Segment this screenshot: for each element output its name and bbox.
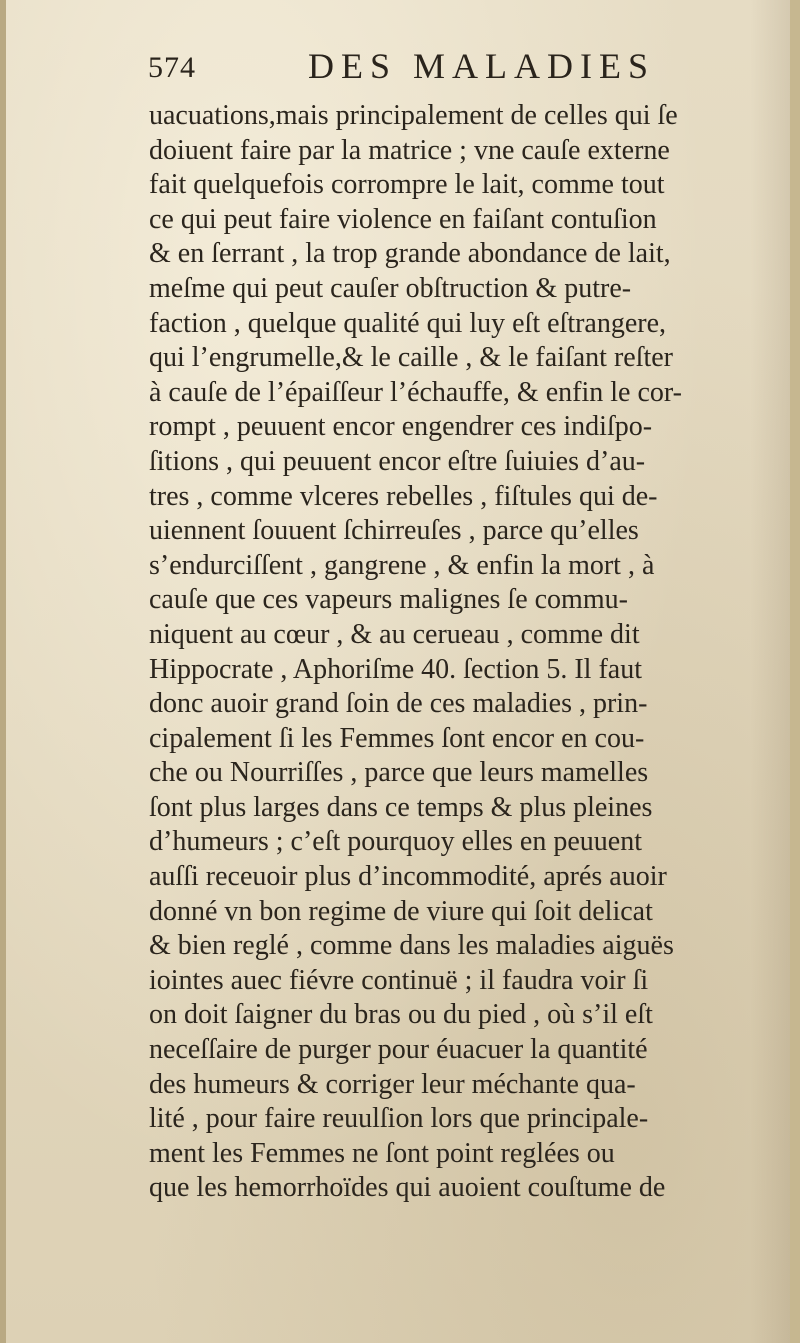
text-line: donc auoir grand ſoin de ces maladies , prin- (149, 688, 648, 720)
text-line: fait quelquefois corrompre le lait, comme tout (149, 169, 665, 201)
text-line: & en ſerrant , la trop grande abondance de lait, (149, 238, 671, 270)
running-title: DES MALADIES (308, 46, 656, 86)
text-line: auſſi receuoir plus d’incommodité, aprés auoir (149, 861, 667, 893)
body-text (149, 99, 774, 1206)
text-line: doiuent faire par la matrice ; vne cauſe externe (149, 134, 670, 166)
text-line: on doit ſaigner du bras ou du pied , où s’il eſt (149, 999, 653, 1031)
text-line: des humeurs & corriger leur méchante qua- (149, 1068, 636, 1100)
text-line: lité , pour faire reuulſion lors que principale- (149, 1103, 649, 1135)
text-line: uacuations,mais principalement de celles qui ſe (149, 100, 678, 131)
page-edge-shadow (750, 0, 790, 1343)
page-number: 574 (148, 51, 196, 84)
text-line: Hippocrate , Aphoriſme 40. ſection 5. Il faut (149, 653, 642, 685)
page-header (148, 45, 668, 95)
text-line: neceſſaire de purger pour éuacuer la quantité (149, 1034, 648, 1066)
text-line: iointes auec fiévre continuë ; il faudra voir ſi (149, 964, 649, 996)
text-line: donné vn bon regime de viure qui ſoit delicat (149, 895, 653, 927)
text-line: meſme qui peut cauſer obſtruction & putre- (149, 272, 632, 304)
text-line: cauſe que ces vapeurs malignes ſe commu- (149, 584, 628, 616)
text-line: ce qui peut faire violence en faiſant contuſion (149, 203, 657, 235)
text-line: ment les Femmes ne ſont point reglées ou (149, 1137, 615, 1169)
text-line: ſont plus larges dans ce temps & plus pleines (149, 791, 653, 823)
text-line: d’humeurs ; c’eſt pourquoy elles en peuuent (149, 826, 642, 858)
text-line: uiennent ſouuent ſchirreuſes , parce qu’elles (149, 515, 639, 547)
text-line: niquent au cœur , & au cerueau , comme dit (149, 618, 640, 650)
text-line: rompt , peuuent encor engendrer ces indiſpo- (149, 411, 653, 443)
text-line: faction , quelque qualité qui luy eſt eſtrangere, (149, 307, 667, 339)
text-line: che ou Nourriſſes , parce que leurs mamelles (149, 757, 649, 789)
text-line: cipalement ſi les Femmes ſont encor en cou- (149, 722, 645, 754)
text-line: que les hemorrhoïdes qui auoient couſtume de (149, 1172, 666, 1204)
text-line: tres , comme vlceres rebelles , fiſtules qui de- (149, 480, 658, 512)
text-line: ſitions , qui peuuent encor eſtre ſuiuies d’au- (149, 445, 646, 477)
text-line: s’endurciſſent , gangrene , & enfin la mort , à (149, 549, 655, 581)
text-line: à cauſe de l’épaiſſeur l’échauffe, & enfin le cor- (149, 376, 682, 408)
text-line: & bien reglé , comme dans les maladies aiguës (149, 930, 674, 962)
text-line: qui l’engrumelle,& le caille , & le faiſant reſter (149, 342, 674, 374)
